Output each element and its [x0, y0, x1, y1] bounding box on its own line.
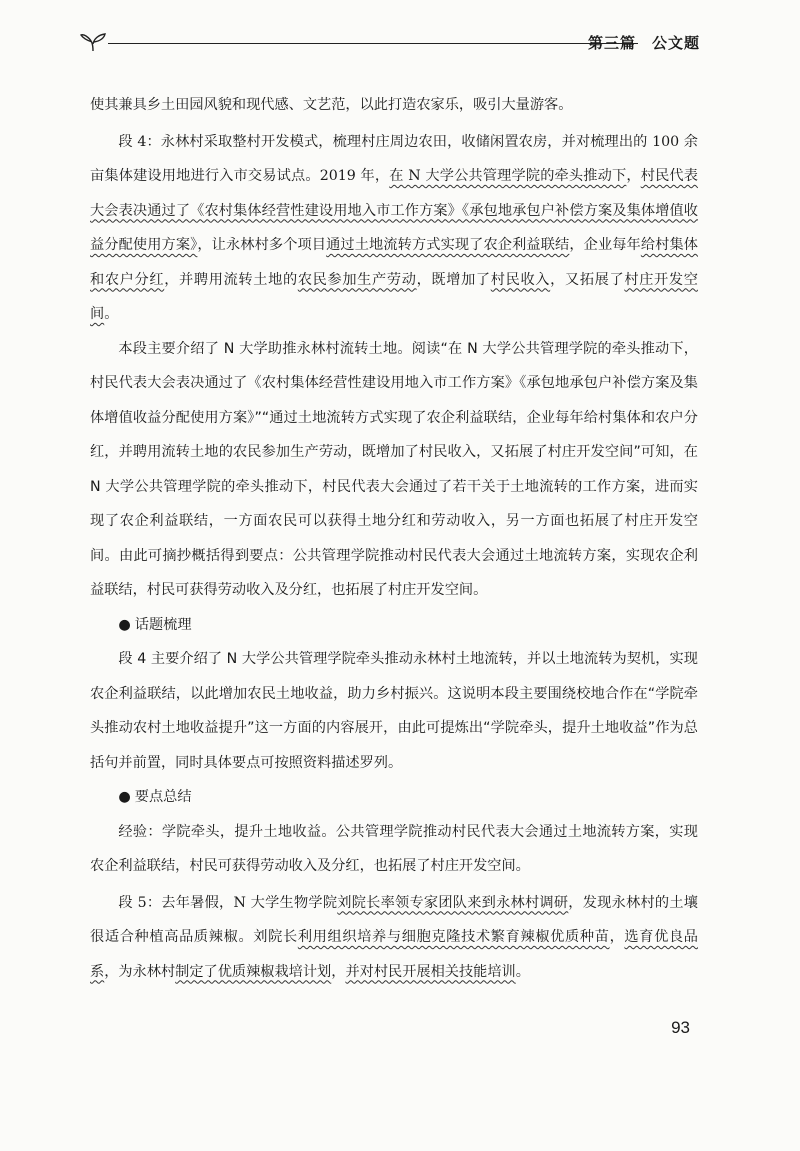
- marked-phrase: 在 N 大学公共管理学院的牵头推动下: [389, 168, 627, 184]
- source-paragraph-4: 段 4：永林村采取整村开发模式，梳理村庄周边农田，收储闲置农房，并对梳理出的 100 余亩集体建设用地进行入市交易试点。2019 年，在 N 大学公共管理学院的牵头推动下，村民代表大会表决通过了《农村集体经营性建设用地入市工作方案》《承包地承包户补偿方案及集体增值收益分配使用方案》，让永林村多个项目通过土地流转方式实现了农企利益联结，企业每年给村集体和农户分红，并聘用流转土地的农民参加生产劳动，既增加了村民收入，又拓展了村庄开发空间。: [90, 133, 698, 322]
- page-header: [80, 30, 710, 56]
- marked-phrase: 通过土地流转方式实现了农企利益联结: [326, 237, 570, 253]
- marked-phrase: 给村集体和农户分红: [90, 237, 698, 288]
- section-title: 第三篇 公文题: [587, 34, 700, 52]
- marked-phrase: 利用组织培养与细胞克隆技术繁育辣椒优质种苗: [297, 929, 610, 945]
- summary-heading: ● 要点总结: [118, 780, 698, 815]
- topic-heading: ● 话题梳理: [118, 608, 698, 643]
- marked-phrase: 村庄开发空间: [90, 271, 698, 322]
- marked-phrase: 并对村民开展相关技能培训: [345, 963, 516, 980]
- marked-phrase: 刘院长率领专家团队来到永林村调研: [337, 894, 569, 911]
- page-number: 93: [671, 1018, 690, 1037]
- topic-paragraph: 段 4 主要介绍了 N 大学公共管理学院牵头推动永林村土地流转，并以土地流转为契机，实现农企利益联结，以此增加农民土地收益，助力乡村振兴。这说明本段主要围绕校地合作在“学院牵头推动农村土地收益提升”这一方面的内容展开，由此可提炼出“学院牵头，提升土地收益”作为总括句并前置，同时具体要点可按照资料描述罗列。: [90, 651, 698, 771]
- marked-phrase: 选育优良品系: [90, 929, 698, 980]
- marked-phrase: 村民代表大会表决通过了《农村集体经营性建设用地入市工作方案》《承包地承包户补偿方案及集体增值收益分配使用方案》: [90, 168, 698, 253]
- marked-phrase: 制定了优质辣椒栽培计划: [175, 963, 332, 980]
- header-rule: [108, 43, 638, 44]
- bullet-dot-icon: ●: [118, 616, 131, 633]
- bullet-dot-icon: ●: [118, 789, 131, 805]
- analysis-paragraph: 本段主要介绍了 N 大学助推永林村流转土地。阅读“在 N 大学公共管理学院的牵头推动下，村民代表大会表决通过了《农村集体经营性建设用地入市工作方案》《承包地承包户补偿方案及集体增值收益分配使用方案》”“通过土地流转方式实现了农企利益联结，企业每年给村集体和农户分红，并聘用流转土地的农民参加生产劳动，既增加了村民收入，又拓展了村庄开发空间”可知，在 N 大学公共管理学院的牵头推动下，村民代表大会通过了若干关于土地流转的工作方案，进而实现了农企利益联结，一方面农民可以获得土地分红和劳动收入，另一方面也拓展了村庄开发空间。由此可摘抄概括得到要点：公共管理学院推动村民代表大会通过土地流转方案，实现农企利益联结，村民可获得劳动收入及分红，也拓展了村庄开发空间。: [90, 340, 698, 598]
- continued-line: 使其兼具乡土田园风貌和现代感、文艺范，以此打造农家乐，吸引大量游客。: [90, 97, 573, 113]
- summary-paragraph: 经验：学院牵头，提升土地收益。公共管理学院推动村民代表大会通过土地流转方案，实现农企利益联结，村民可获得劳动收入及分红，也拓展了村庄开发空间。: [90, 823, 698, 874]
- source-paragraph-5: 段 5：去年暑假，N 大学生物学院刘院长率领专家团队来到永林村调研，发现永林村的土壤很适合种植高品质辣椒。刘院长利用组织培养与细胞克隆技术繁育辣椒优质种苗，选育优良品系，为永林村制定了优质辣椒栽培计划，并对村民开展相关技能培训。: [90, 894, 698, 980]
- marked-phrase: 农民参加生产劳动: [297, 271, 417, 288]
- sprout-icon: [80, 30, 106, 52]
- marked-phrase: 村民收入: [490, 271, 551, 288]
- page-content: [90, 88, 698, 989]
